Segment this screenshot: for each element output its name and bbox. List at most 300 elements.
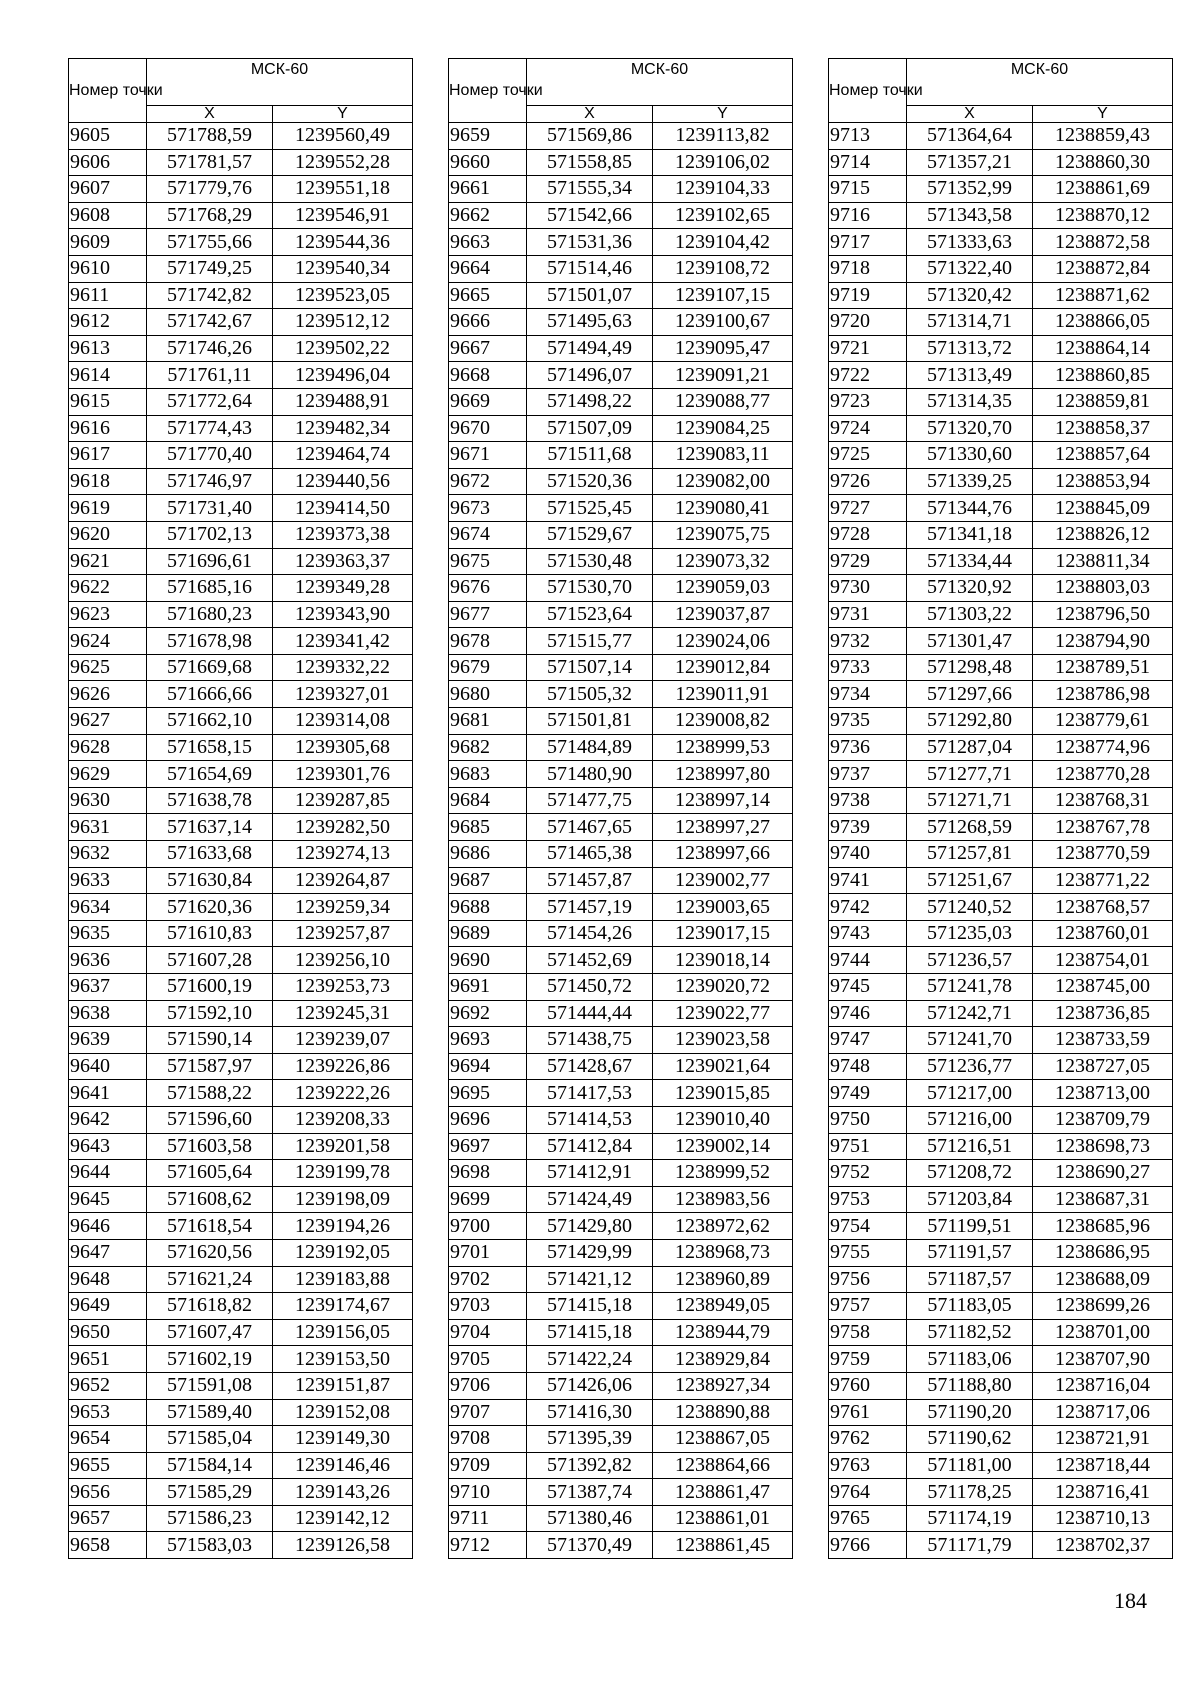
point-number-cell: 9623 (69, 601, 147, 628)
table-row (69, 335, 413, 362)
point-number-cell: 9612 (69, 309, 147, 336)
point-number-cell: 9653 (69, 1399, 147, 1426)
y-coordinate-cell: 1239012,84 (653, 654, 793, 681)
x-coordinate-cell: 571320,70 (907, 415, 1033, 442)
x-coordinate-cell: 571666,66 (147, 681, 273, 708)
y-coordinate-cell: 1238718,44 (1033, 1452, 1173, 1479)
point-number-cell: 9717 (829, 229, 907, 256)
point-number-cell: 9646 (69, 1213, 147, 1240)
table-row (69, 575, 413, 602)
x-coordinate-cell: 571241,70 (907, 1027, 1033, 1054)
point-number-cell: 9682 (449, 734, 527, 761)
x-coordinate-cell: 571417,53 (527, 1080, 653, 1107)
table-row (69, 1319, 413, 1346)
point-number-cell: 9761 (829, 1399, 907, 1426)
point-number-cell: 9620 (69, 521, 147, 548)
point-number-cell: 9715 (829, 176, 907, 203)
point-number-cell: 9647 (69, 1239, 147, 1266)
y-coordinate-cell: 1239560,49 (273, 123, 413, 150)
y-coordinate-cell: 1238721,91 (1033, 1426, 1173, 1453)
x-coordinate-cell: 571511,68 (527, 442, 653, 469)
table-row (829, 362, 1173, 389)
y-coordinate-cell: 1238997,66 (653, 841, 793, 868)
y-coordinate-cell: 1238811,34 (1033, 548, 1173, 575)
y-coordinate-cell: 1238853,94 (1033, 468, 1173, 495)
table-row (69, 309, 413, 336)
y-coordinate-cell: 1238859,81 (1033, 388, 1173, 415)
y-coordinate-cell: 1239083,11 (653, 442, 793, 469)
y-coordinate-cell: 1239104,33 (653, 176, 793, 203)
point-number-cell: 9664 (449, 255, 527, 282)
y-coordinate-cell: 1239082,00 (653, 468, 793, 495)
y-coordinate-cell: 1238794,90 (1033, 628, 1173, 655)
x-coordinate-cell: 571452,69 (527, 947, 653, 974)
point-number-cell: 9746 (829, 1000, 907, 1027)
x-coordinate-cell: 571618,82 (147, 1293, 273, 1320)
x-coordinate-cell: 571203,84 (907, 1186, 1033, 1213)
x-coordinate-cell: 571788,59 (147, 123, 273, 150)
point-number-cell: 9650 (69, 1319, 147, 1346)
y-coordinate-cell: 1238699,26 (1033, 1293, 1173, 1320)
y-coordinate-cell: 1239192,05 (273, 1239, 413, 1266)
table-row (449, 1399, 793, 1426)
table-row (69, 521, 413, 548)
point-number-cell: 9724 (829, 415, 907, 442)
table-row (829, 1505, 1173, 1532)
y-coordinate-cell: 1239314,08 (273, 708, 413, 735)
x-coordinate-cell: 571236,57 (907, 947, 1033, 974)
x-coordinate-cell: 571494,49 (527, 335, 653, 362)
table-row (829, 468, 1173, 495)
point-number-cell: 9632 (69, 841, 147, 868)
point-number-cell: 9762 (829, 1426, 907, 1453)
table-row (69, 814, 413, 841)
coordinates-table-2 (448, 58, 793, 1559)
y-coordinate-cell: 1238858,37 (1033, 415, 1173, 442)
table-row (69, 149, 413, 176)
y-coordinate-cell: 1238754,01 (1033, 947, 1173, 974)
y-coordinate-cell: 1238690,27 (1033, 1160, 1173, 1187)
coordinate-system-header: МСК-60 (527, 59, 793, 106)
table-row (829, 1027, 1173, 1054)
x-coordinate-cell: 571395,39 (527, 1426, 653, 1453)
point-number-cell: 9694 (449, 1053, 527, 1080)
y-coordinate-cell: 1238861,47 (653, 1479, 793, 1506)
table-row (69, 1505, 413, 1532)
x-coordinate-cell: 571450,72 (527, 974, 653, 1001)
table-row (449, 1452, 793, 1479)
y-coordinate-cell: 1238770,28 (1033, 761, 1173, 788)
x-coordinate-cell: 571531,36 (527, 229, 653, 256)
y-coordinate-cell: 1239017,15 (653, 920, 793, 947)
table-row (449, 761, 793, 788)
table-row (69, 1080, 413, 1107)
table-row (829, 1479, 1173, 1506)
point-number-cell: 9699 (449, 1186, 527, 1213)
y-coordinate-cell: 1238859,43 (1033, 123, 1173, 150)
y-coordinate-cell: 1238707,90 (1033, 1346, 1173, 1373)
table-row (69, 867, 413, 894)
x-coordinate-cell: 571457,19 (527, 894, 653, 921)
x-coordinate-cell: 571387,74 (527, 1479, 653, 1506)
table-row (829, 575, 1173, 602)
y-coordinate-cell: 1238686,95 (1033, 1239, 1173, 1266)
x-coordinate-cell: 571416,30 (527, 1399, 653, 1426)
coordinates-table-3 (828, 58, 1173, 1559)
x-coordinate-cell: 571496,07 (527, 362, 653, 389)
point-number-cell: 9703 (449, 1293, 527, 1320)
x-coordinate-cell: 571779,76 (147, 176, 273, 203)
point-number-cell: 9688 (449, 894, 527, 921)
point-number-cell: 9652 (69, 1372, 147, 1399)
table-row (829, 1399, 1173, 1426)
table-row (829, 841, 1173, 868)
y-coordinate-cell: 1238997,14 (653, 787, 793, 814)
x-coordinate-cell: 571421,12 (527, 1266, 653, 1293)
y-coordinate-cell: 1238716,04 (1033, 1372, 1173, 1399)
point-number-cell: 9744 (829, 947, 907, 974)
y-coordinate-cell: 1239100,67 (653, 309, 793, 336)
point-number-cell: 9722 (829, 362, 907, 389)
y-coordinate-cell: 1239194,26 (273, 1213, 413, 1240)
point-number-cell: 9619 (69, 495, 147, 522)
y-coordinate-cell: 1238767,78 (1033, 814, 1173, 841)
table-header (449, 59, 793, 123)
point-number-cell: 9637 (69, 974, 147, 1001)
y-coordinate-cell: 1238960,89 (653, 1266, 793, 1293)
point-number-cell: 9660 (449, 149, 527, 176)
y-coordinate-cell: 1239156,05 (273, 1319, 413, 1346)
x-coordinate-cell: 571507,14 (527, 654, 653, 681)
y-coordinate-cell: 1239113,82 (653, 123, 793, 150)
point-number-cell: 9716 (829, 202, 907, 229)
table-row (69, 1000, 413, 1027)
x-coordinate-cell: 571303,22 (907, 601, 1033, 628)
table-row (829, 1160, 1173, 1187)
point-number-cell: 9725 (829, 442, 907, 469)
point-number-cell: 9751 (829, 1133, 907, 1160)
table-row (829, 1293, 1173, 1320)
x-coordinate-cell: 571501,81 (527, 708, 653, 735)
point-number-cell: 9674 (449, 521, 527, 548)
x-coordinate-cell: 571558,85 (527, 149, 653, 176)
table-row (69, 1293, 413, 1320)
point-number-cell: 9639 (69, 1027, 147, 1054)
y-coordinate-cell: 1238745,00 (1033, 974, 1173, 1001)
table-row (829, 149, 1173, 176)
x-coordinate-cell: 571216,51 (907, 1133, 1033, 1160)
y-coordinate-cell: 1238999,53 (653, 734, 793, 761)
point-number-cell: 9750 (829, 1106, 907, 1133)
x-column-header: X (907, 106, 1033, 123)
table-row (69, 708, 413, 735)
table-row (449, 947, 793, 974)
x-coordinate-cell: 571424,49 (527, 1186, 653, 1213)
table-row (829, 1186, 1173, 1213)
table-row (69, 495, 413, 522)
y-coordinate-cell: 1238927,34 (653, 1372, 793, 1399)
x-coordinate-cell: 571781,57 (147, 149, 273, 176)
y-coordinate-cell: 1238796,50 (1033, 601, 1173, 628)
y-coordinate-cell: 1239142,12 (273, 1505, 413, 1532)
point-number-cell: 9680 (449, 681, 527, 708)
table-row (449, 601, 793, 628)
table-row (449, 255, 793, 282)
point-number-cell: 9640 (69, 1053, 147, 1080)
point-number-cell: 9607 (69, 176, 147, 203)
x-coordinate-cell: 571658,15 (147, 734, 273, 761)
y-coordinate-cell: 1238870,12 (1033, 202, 1173, 229)
y-coordinate-cell: 1238760,01 (1033, 920, 1173, 947)
x-coordinate-cell: 571287,04 (907, 734, 1033, 761)
y-coordinate-cell: 1238768,57 (1033, 894, 1173, 921)
table-row (829, 282, 1173, 309)
y-coordinate-cell: 1239332,22 (273, 654, 413, 681)
x-coordinate-cell: 571637,14 (147, 814, 273, 841)
x-coordinate-cell: 571313,72 (907, 335, 1033, 362)
x-coordinate-cell: 571602,19 (147, 1346, 273, 1373)
point-number-cell: 9719 (829, 282, 907, 309)
y-coordinate-cell: 1239488,91 (273, 388, 413, 415)
x-coordinate-cell: 571590,14 (147, 1027, 273, 1054)
point-number-cell: 9675 (449, 548, 527, 575)
point-number-cell: 9614 (69, 362, 147, 389)
table-row (69, 1186, 413, 1213)
point-number-cell: 9749 (829, 1080, 907, 1107)
table-row (829, 1319, 1173, 1346)
x-coordinate-cell: 571530,48 (527, 548, 653, 575)
x-coordinate-cell: 571174,19 (907, 1505, 1033, 1532)
table-row (829, 867, 1173, 894)
point-number-cell: 9696 (449, 1106, 527, 1133)
table-body (449, 123, 793, 1559)
x-coordinate-cell: 571428,67 (527, 1053, 653, 1080)
x-coordinate-cell: 571654,69 (147, 761, 273, 788)
y-coordinate-cell: 1238983,56 (653, 1186, 793, 1213)
table-row (449, 1319, 793, 1346)
y-coordinate-cell: 1239540,34 (273, 255, 413, 282)
point-number-cell: 9666 (449, 309, 527, 336)
x-coordinate-cell: 571662,10 (147, 708, 273, 735)
point-number-cell: 9681 (449, 708, 527, 735)
y-coordinate-cell: 1238872,58 (1033, 229, 1173, 256)
point-number-cell: 9765 (829, 1505, 907, 1532)
table-row (449, 123, 793, 150)
y-coordinate-cell: 1238861,01 (653, 1505, 793, 1532)
y-coordinate-cell: 1239222,26 (273, 1080, 413, 1107)
x-coordinate-cell: 571217,00 (907, 1080, 1033, 1107)
point-number-cell: 9677 (449, 601, 527, 628)
y-coordinate-cell: 1239440,56 (273, 468, 413, 495)
table-row (69, 1452, 413, 1479)
point-number-cell: 9648 (69, 1266, 147, 1293)
x-coordinate-cell: 571749,25 (147, 255, 273, 282)
y-coordinate-cell: 1238774,96 (1033, 734, 1173, 761)
y-coordinate-cell: 1238861,69 (1033, 176, 1173, 203)
table-row (449, 521, 793, 548)
x-coordinate-cell: 571187,57 (907, 1266, 1033, 1293)
y-coordinate-cell: 1238710,13 (1033, 1505, 1173, 1532)
x-coordinate-cell: 571630,84 (147, 867, 273, 894)
point-number-cell: 9756 (829, 1266, 907, 1293)
x-coordinate-cell: 571183,06 (907, 1346, 1033, 1373)
y-coordinate-cell: 1239264,87 (273, 867, 413, 894)
x-coordinate-cell: 571746,97 (147, 468, 273, 495)
point-number-cell: 9615 (69, 388, 147, 415)
x-coordinate-cell: 571333,63 (907, 229, 1033, 256)
point-number-cell: 9670 (449, 415, 527, 442)
point-number-cell: 9622 (69, 575, 147, 602)
y-coordinate-cell: 1238709,79 (1033, 1106, 1173, 1133)
table-row (69, 1266, 413, 1293)
point-number-cell: 9690 (449, 947, 527, 974)
y-coordinate-cell: 1239002,77 (653, 867, 793, 894)
point-number-cell: 9633 (69, 867, 147, 894)
point-number-cell: 9668 (449, 362, 527, 389)
x-coordinate-cell: 571587,97 (147, 1053, 273, 1080)
point-number-cell: 9720 (829, 309, 907, 336)
table-row (829, 601, 1173, 628)
table-row (69, 415, 413, 442)
y-coordinate-cell: 1238871,62 (1033, 282, 1173, 309)
x-coordinate-cell: 571314,35 (907, 388, 1033, 415)
table-row (69, 468, 413, 495)
y-coordinate-cell: 1239088,77 (653, 388, 793, 415)
y-coordinate-cell: 1238972,62 (653, 1213, 793, 1240)
y-coordinate-cell: 1239201,58 (273, 1133, 413, 1160)
x-column-header: X (527, 106, 653, 123)
x-coordinate-cell: 571415,18 (527, 1319, 653, 1346)
x-coordinate-cell: 571731,40 (147, 495, 273, 522)
point-number-cell: 9693 (449, 1027, 527, 1054)
y-coordinate-cell: 1239373,38 (273, 521, 413, 548)
y-coordinate-cell: 1238701,00 (1033, 1319, 1173, 1346)
table-row (69, 202, 413, 229)
x-coordinate-cell: 571301,47 (907, 628, 1033, 655)
table-header (69, 59, 413, 123)
table-row (449, 974, 793, 1001)
y-coordinate-cell: 1238768,31 (1033, 787, 1173, 814)
point-number-cell: 9710 (449, 1479, 527, 1506)
x-coordinate-cell: 571257,81 (907, 841, 1033, 868)
point-number-cell: 9684 (449, 787, 527, 814)
x-coordinate-cell: 571761,11 (147, 362, 273, 389)
y-coordinate-cell: 1238702,37 (1033, 1532, 1173, 1559)
y-coordinate-cell: 1239020,72 (653, 974, 793, 1001)
table-row (829, 1266, 1173, 1293)
y-column-header: Y (653, 106, 793, 123)
point-number-cell: 9726 (829, 468, 907, 495)
y-coordinate-cell: 1239024,06 (653, 628, 793, 655)
point-number-cell: 9728 (829, 521, 907, 548)
table-row (829, 681, 1173, 708)
table-row (69, 734, 413, 761)
x-coordinate-cell: 571774,43 (147, 415, 273, 442)
y-coordinate-cell: 1239008,82 (653, 708, 793, 735)
point-number-cell: 9754 (829, 1213, 907, 1240)
x-coordinate-cell: 571414,53 (527, 1106, 653, 1133)
table-row (449, 548, 793, 575)
y-coordinate-cell: 1239551,18 (273, 176, 413, 203)
x-coordinate-cell: 571251,67 (907, 867, 1033, 894)
table-row (449, 1266, 793, 1293)
y-coordinate-cell: 1239037,87 (653, 601, 793, 628)
y-coordinate-cell: 1238789,51 (1033, 654, 1173, 681)
y-coordinate-cell: 1239253,73 (273, 974, 413, 1001)
y-coordinate-cell: 1239023,58 (653, 1027, 793, 1054)
table-row (829, 388, 1173, 415)
y-coordinate-cell: 1238857,64 (1033, 442, 1173, 469)
x-coordinate-cell: 571746,26 (147, 335, 273, 362)
table-row (69, 1239, 413, 1266)
table-row (829, 548, 1173, 575)
y-coordinate-cell: 1239198,09 (273, 1186, 413, 1213)
y-coordinate-cell: 1239151,87 (273, 1372, 413, 1399)
table-row (449, 309, 793, 336)
table-row (449, 1213, 793, 1240)
x-coordinate-cell: 571696,61 (147, 548, 273, 575)
x-coordinate-cell: 571678,98 (147, 628, 273, 655)
point-number-cell: 9656 (69, 1479, 147, 1506)
y-coordinate-cell: 1238698,73 (1033, 1133, 1173, 1160)
table-row (829, 1106, 1173, 1133)
x-coordinate-cell: 571426,06 (527, 1372, 653, 1399)
y-coordinate-cell: 1238685,96 (1033, 1213, 1173, 1240)
point-number-cell: 9739 (829, 814, 907, 841)
table-row (69, 920, 413, 947)
point-number-cell: 9766 (829, 1532, 907, 1559)
x-coordinate-cell: 571618,54 (147, 1213, 273, 1240)
table-row (69, 1213, 413, 1240)
point-number-cell: 9686 (449, 841, 527, 868)
point-number-cell: 9730 (829, 575, 907, 602)
table-row (449, 867, 793, 894)
x-coordinate-cell: 571584,14 (147, 1452, 273, 1479)
table-row (69, 1426, 413, 1453)
point-number-cell: 9671 (449, 442, 527, 469)
x-coordinate-cell: 571415,18 (527, 1293, 653, 1320)
table-row (449, 1505, 793, 1532)
point-number-cell: 9742 (829, 894, 907, 921)
y-coordinate-cell: 1238949,05 (653, 1293, 793, 1320)
x-coordinate-cell: 571555,34 (527, 176, 653, 203)
y-coordinate-cell: 1239126,58 (273, 1532, 413, 1559)
table-row (449, 734, 793, 761)
y-coordinate-cell: 1239523,05 (273, 282, 413, 309)
y-coordinate-cell: 1238997,80 (653, 761, 793, 788)
x-coordinate-cell: 571480,90 (527, 761, 653, 788)
table-row (829, 1213, 1173, 1240)
y-coordinate-cell: 1239059,03 (653, 575, 793, 602)
x-coordinate-cell: 571334,44 (907, 548, 1033, 575)
point-number-cell: 9642 (69, 1106, 147, 1133)
table-row (449, 282, 793, 309)
y-coordinate-cell: 1238779,61 (1033, 708, 1173, 735)
table-row (829, 1133, 1173, 1160)
table-row (449, 362, 793, 389)
table-row (69, 388, 413, 415)
point-number-cell: 9678 (449, 628, 527, 655)
point-number-cell: 9714 (829, 149, 907, 176)
point-number-cell: 9683 (449, 761, 527, 788)
table-row (829, 1372, 1173, 1399)
table-row (449, 654, 793, 681)
y-coordinate-cell: 1239084,25 (653, 415, 793, 442)
y-coordinate-cell: 1238845,09 (1033, 495, 1173, 522)
x-coordinate-cell: 571320,92 (907, 575, 1033, 602)
y-coordinate-cell: 1239256,10 (273, 947, 413, 974)
y-coordinate-cell: 1239091,21 (653, 362, 793, 389)
